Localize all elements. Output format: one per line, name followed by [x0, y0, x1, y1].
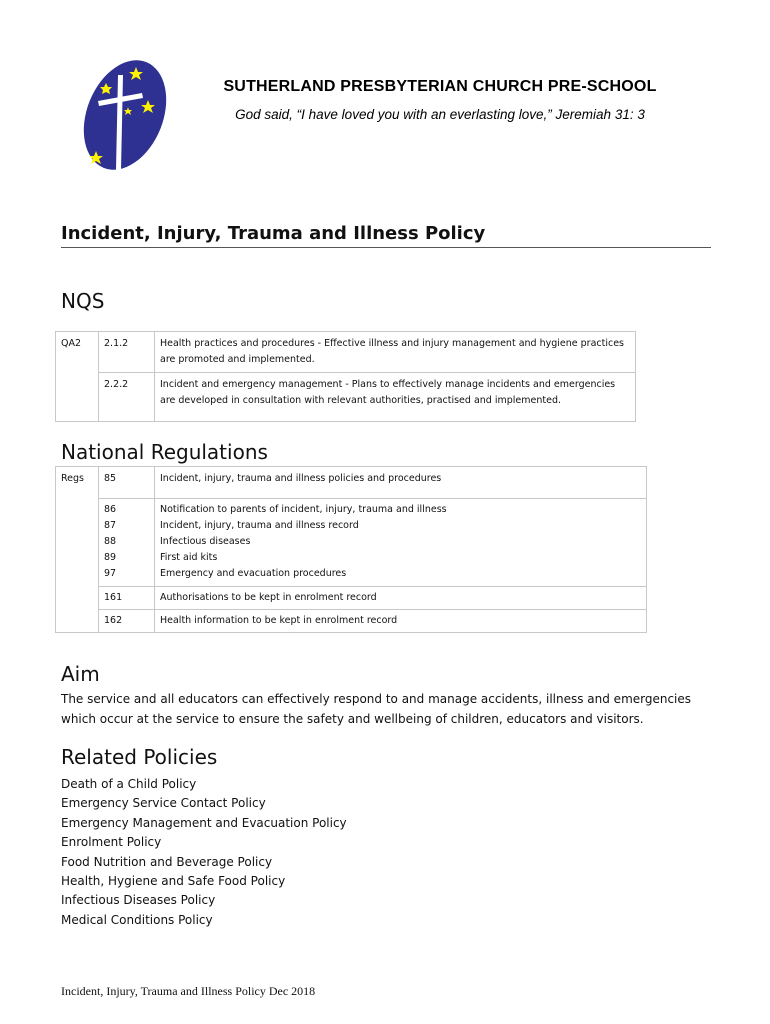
org-name: SUTHERLAND PRESBYTERIAN CHURCH PRE-SCHOOL — [223, 78, 657, 95]
nqs-text: Incident and emergency management - Plans to effectively manage incidents and emergencies are developed in consultation with relevant authorities, practised and implemented. — [155, 373, 636, 422]
list-item: Food Nutrition and Beverage Policy — [61, 854, 273, 869]
list-item: Infectious Diseases Policy — [61, 893, 216, 908]
list-item: Medical Conditions Policy — [61, 912, 213, 927]
list-item: Death of a Child Policy — [61, 777, 197, 791]
table-row — [56, 373, 636, 422]
reg-code: 97 — [104, 568, 117, 579]
policy-title: Incident, Injury, Trauma and Illness Policy — [61, 223, 711, 248]
reg-text: Emergency and evacuation procedures — [160, 568, 347, 579]
table-row — [56, 499, 647, 587]
table-row — [56, 587, 647, 610]
nqs-heading: NQS — [61, 289, 105, 313]
regulations-table — [55, 466, 647, 633]
reg-code: 87 — [104, 520, 117, 531]
reg-text: First aid kits — [160, 552, 218, 563]
reg-text: Incident, injury, trauma and illness record — [160, 520, 359, 531]
list-item: Emergency Management and Evacuation Policy — [61, 815, 347, 830]
org-motto: God said, “I have loved you with an everlasting love,” Jeremiah 31: 3 — [235, 107, 645, 122]
regs-label: Regs — [56, 467, 99, 633]
nqs-text: Health practices and procedures - Effective illness and injury management and hygiene practices are promoted and implemented. — [155, 332, 636, 373]
reg-text: Authorisations to be kept in enrolment record — [155, 587, 647, 610]
regulations-heading: National Regulations — [61, 440, 268, 464]
list-item: Enrolment Policy — [61, 835, 162, 850]
table-row — [56, 332, 636, 373]
reg-text-group — [155, 499, 647, 587]
preschool-logo — [80, 55, 170, 175]
aim-heading: Aim — [61, 662, 100, 686]
reg-text: Health information to be kept in enrolment record — [155, 610, 647, 633]
aim-text: The service and all educators can effectively respond to and manage accidents, illness and emergencies which occur at the service to ensure the safety and wellbeing of children, educators and visitors. — [61, 692, 692, 726]
page-footer: Incident, Injury, Trauma and Illness Policy Dec 2018 — [61, 984, 316, 998]
nqs-area — [56, 373, 99, 422]
table-row — [56, 467, 647, 499]
related-policies-list — [61, 775, 347, 930]
reg-code: 89 — [104, 552, 117, 563]
reg-code: 162 — [99, 610, 155, 633]
reg-text: Incident, injury, trauma and illness policies and procedures — [155, 467, 647, 499]
reg-code-group — [99, 499, 155, 587]
nqs-code: 2.1.2 — [99, 332, 155, 373]
related-policies-heading: Related Policies — [61, 745, 218, 769]
reg-code: 85 — [99, 467, 155, 499]
reg-text: Infectious diseases — [160, 536, 251, 547]
nqs-area: QA2 — [56, 332, 99, 373]
nqs-table — [55, 331, 636, 422]
list-item: Health, Hygiene and Safe Food Policy — [61, 874, 286, 889]
reg-code: 161 — [99, 587, 155, 610]
reg-code: 86 — [104, 504, 117, 515]
nqs-code: 2.2.2 — [99, 373, 155, 422]
list-item: Emergency Service Contact Policy — [61, 796, 266, 811]
reg-code: 88 — [104, 536, 117, 547]
reg-text: Notification to parents of incident, injury, trauma and illness — [160, 504, 447, 515]
table-row — [56, 610, 647, 633]
